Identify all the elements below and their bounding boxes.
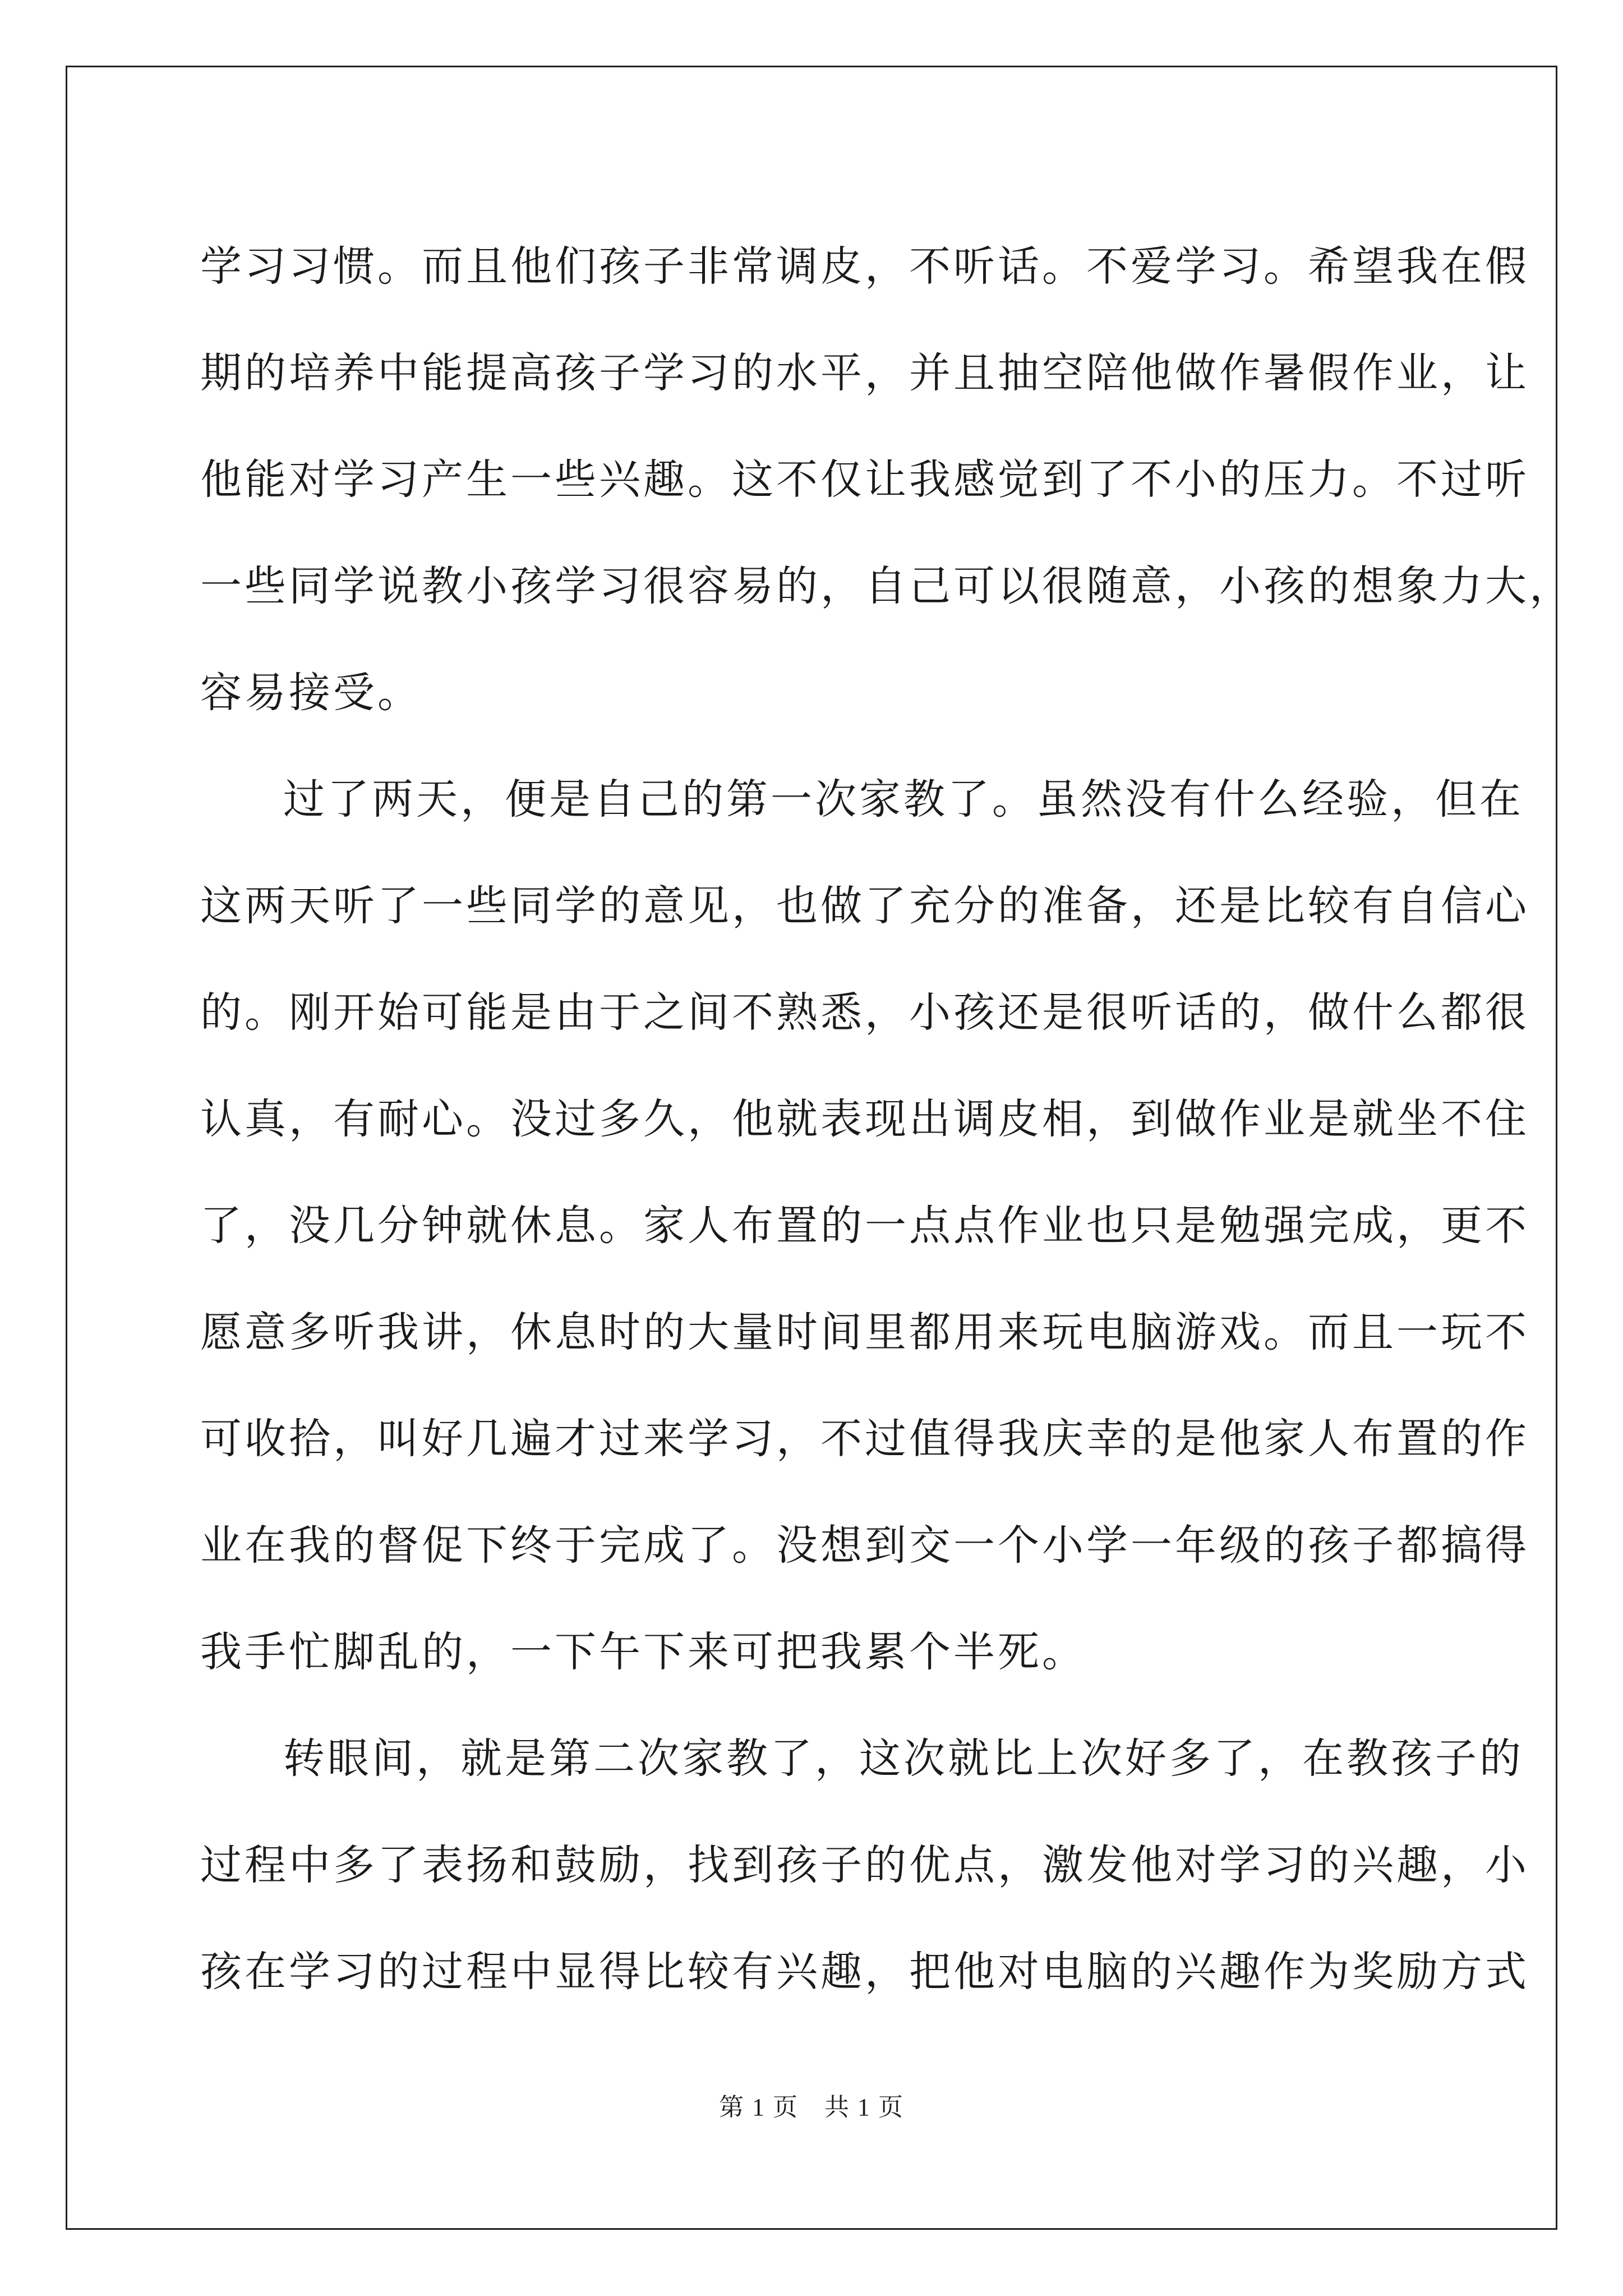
text-line: 他能对学习产生一些兴趣。这不仅让我感觉到了不小的压力。不过听 <box>200 455 1529 504</box>
text-line: 愿意多听我讲，休息时的大量时间里都用来玩电脑游戏。而且一玩不 <box>200 1308 1529 1356</box>
text-line: 我手忙脚乱的，一下午下来可把我累个半死。 <box>200 1628 1086 1676</box>
text-line: 期的培养中能提高孩子学习的水平，并且抽空陪他做作暑假作业，让 <box>200 349 1529 397</box>
text-line: 了，没几分钟就休息。家人布置的一点点作业也只是勉强完成，更不 <box>200 1202 1529 1250</box>
paragraph-first-line: 转眼间，就是第二次家教了，这次就比上次好多了，在教孩子的 <box>283 1734 1524 1783</box>
text-line: 学习习惯。而且他们孩子非常调皮，不听话。不爱学习。希望我在假 <box>200 242 1529 291</box>
text-line: 孩在学习的过程中显得比较有兴趣，把他对电脑的兴趣作为奖励方式 <box>200 1948 1529 1996</box>
text-line: 过程中多了表扬和鼓励，找到孩子的优点，激发他对学习的兴趣，小 <box>200 1841 1529 1889</box>
page-number: 第 1 页 <box>719 2093 799 2121</box>
text-line: 这两天听了一些同学的意见，也做了充分的准备，还是比较有自信心 <box>200 882 1529 930</box>
text-line: 认真，有耐心。没过多久，他就表现出调皮相，到做作业是就坐不住 <box>200 1095 1529 1143</box>
text-line: 一些同学说教小孩学习很容易的，自己可以很随意，小孩的想象力大， <box>200 562 1574 610</box>
text-line: 业在我的督促下终于完成了。没想到交一个小学一年级的孩子都搞得 <box>200 1521 1529 1570</box>
paragraph-first-line: 过了两天，便是自己的第一次家教了。虽然没有什么经验，但在 <box>283 775 1524 823</box>
text-line: 的。刚开始可能是由于之间不熟悉，小孩还是很听话的，做什么都很 <box>200 988 1529 1037</box>
page-footer <box>0 2087 1623 2123</box>
document-body <box>200 213 1574 2025</box>
text-line: 容易接受。 <box>200 669 422 717</box>
text-line: 可收拾，叫好几遍才过来学习，不过值得我庆幸的是他家人布置的作 <box>200 1415 1529 1463</box>
page-total: 共 1 页 <box>824 2093 904 2121</box>
